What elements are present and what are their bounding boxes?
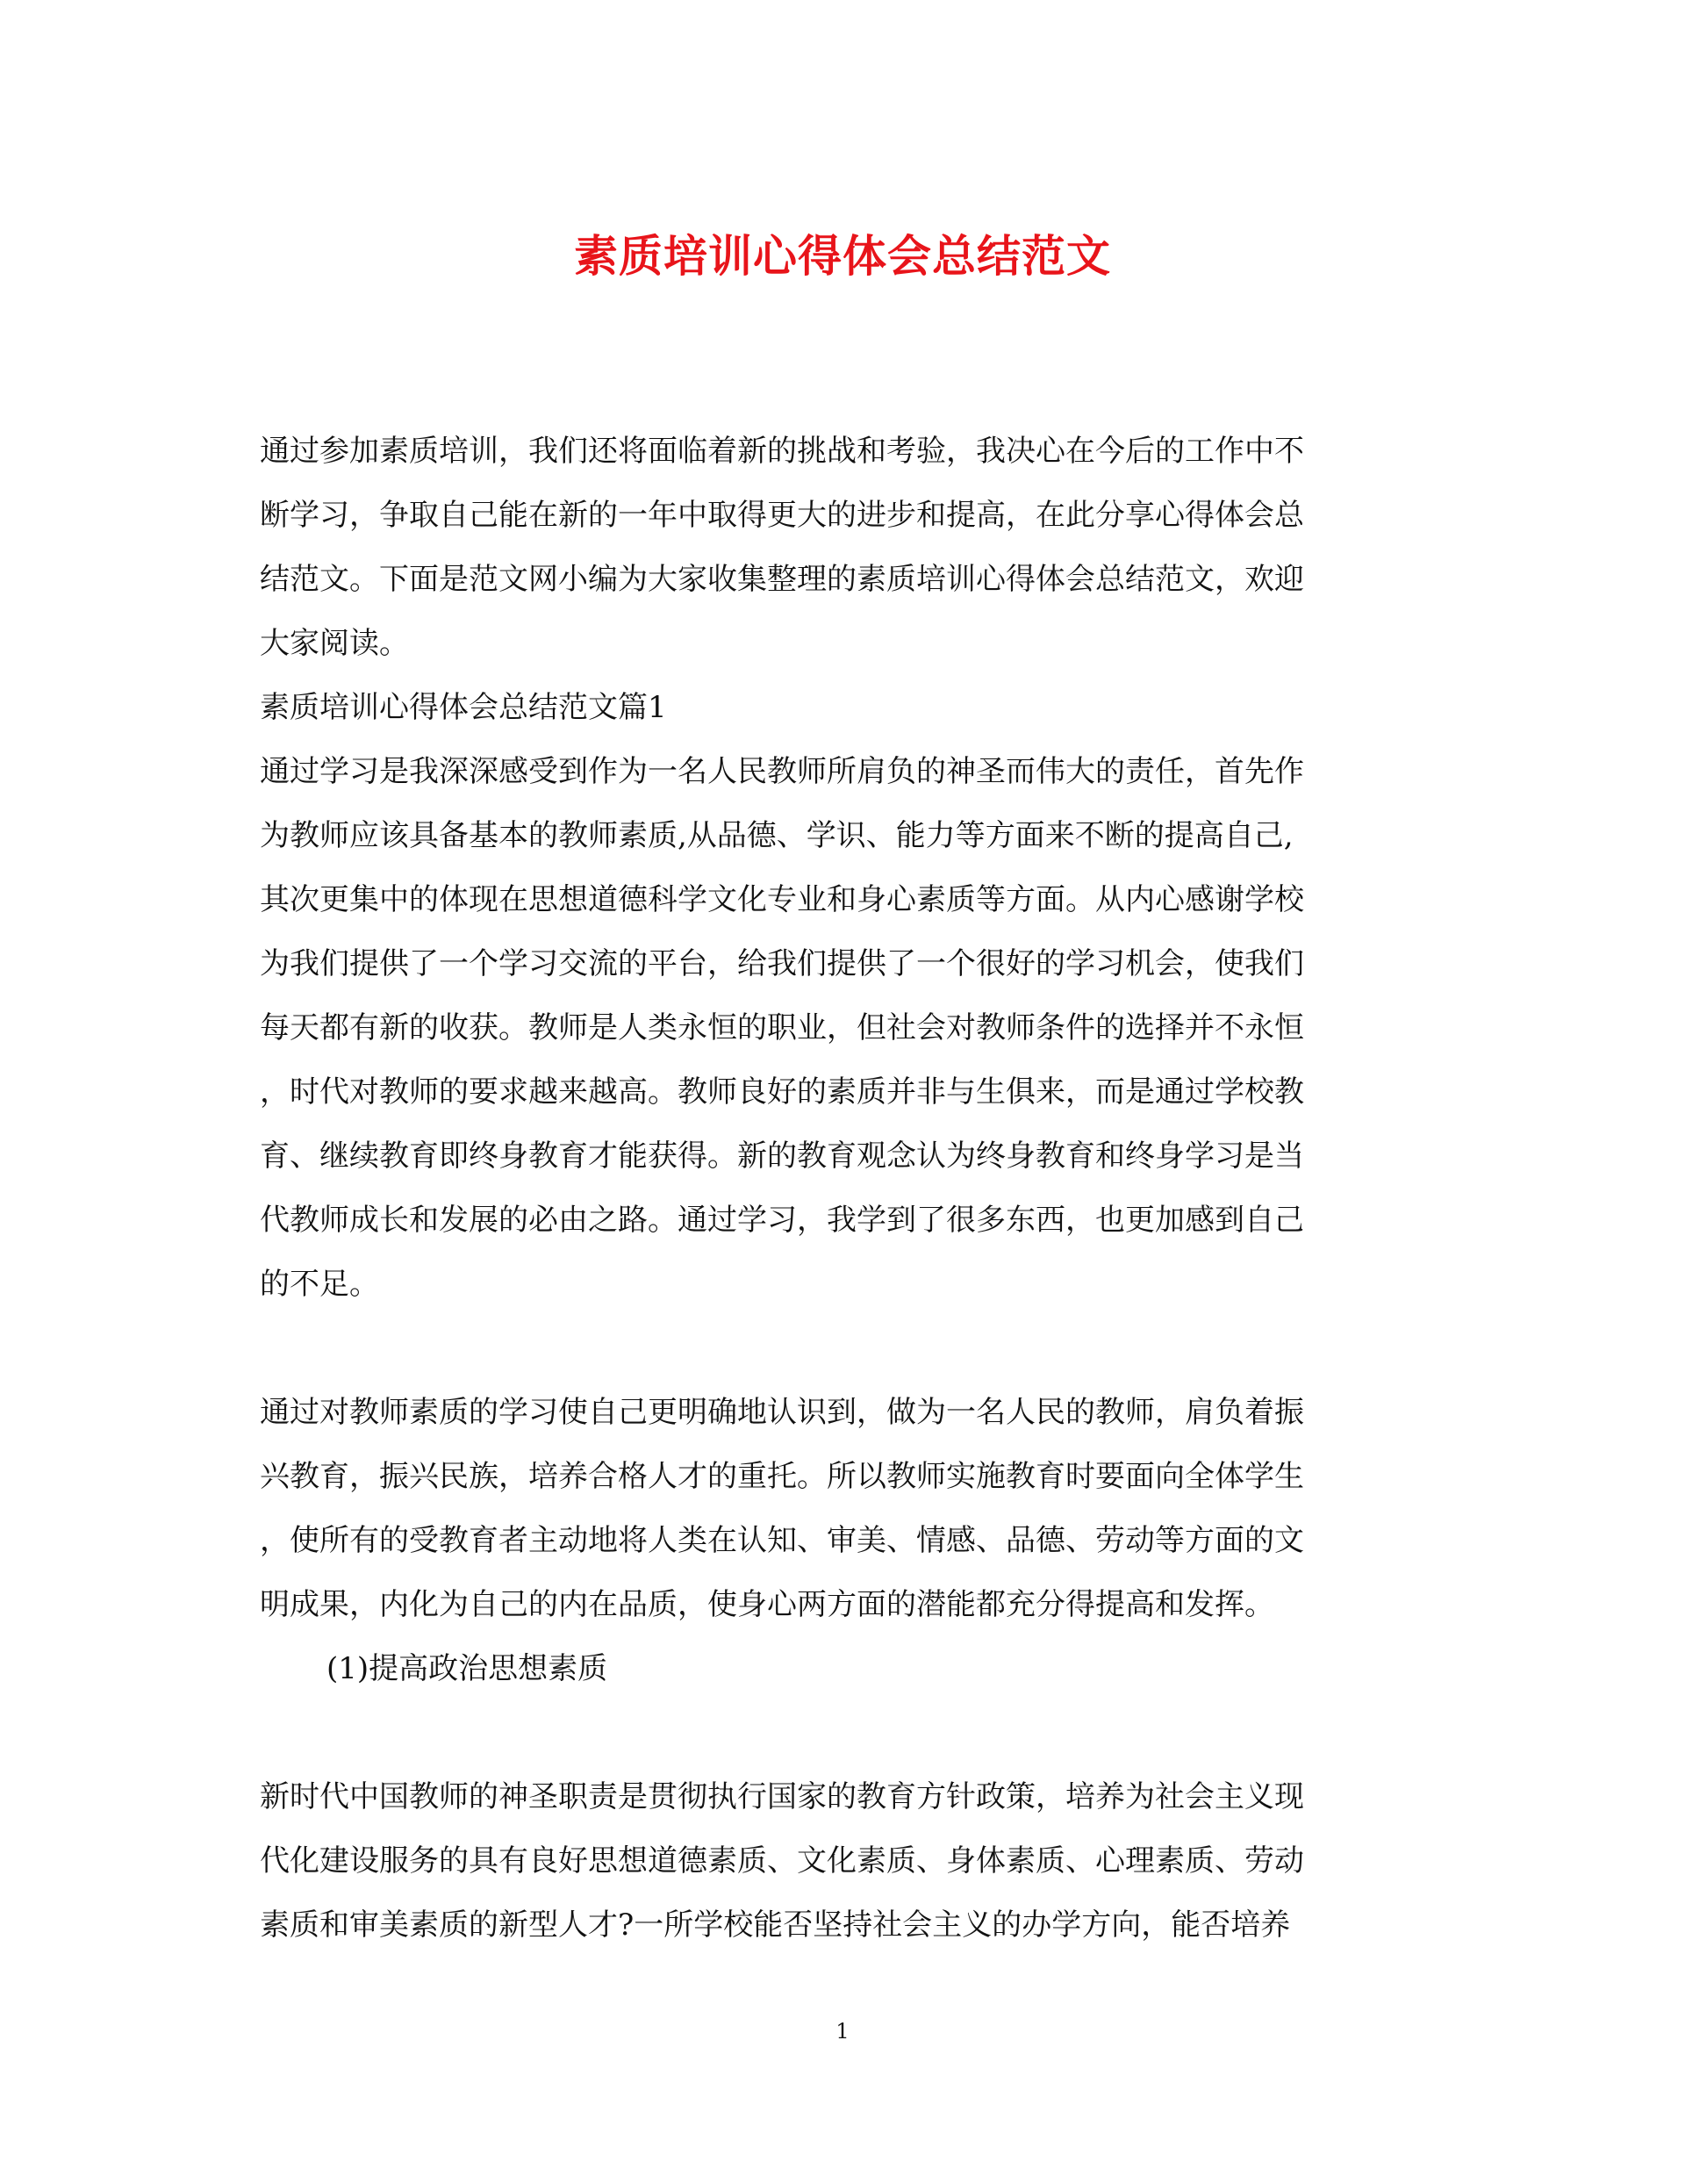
paragraph-line: 新时代中国教师的神圣职责是贯彻执行国家的教育方针政策，培养为社会主义现 xyxy=(260,1779,1304,1814)
paragraph-line: 的不足。 xyxy=(260,1267,379,1302)
subsection-heading: (1)提高政治思想素质 xyxy=(326,1651,608,1686)
paragraph-line: ，使所有的受教育者主动地将人类在认知、审美、情感、品德、劳动等方面的文 xyxy=(260,1523,1304,1558)
paragraph-line: 为教师应该具备基本的教师素质,从品德、学识、能力等方面来不断的提高自己, xyxy=(260,818,1294,853)
paragraph-line: 通过对教师素质的学习使自己更明确地认识到，做为一名人民的教师，肩负着振 xyxy=(260,1395,1304,1430)
paragraph-spacer xyxy=(260,1701,1427,1765)
page-number: 1 xyxy=(835,2019,850,2044)
paragraph-spacer xyxy=(260,1317,1427,1381)
paragraph-line: 通过参加素质培训，我们还将面临着新的挑战和考验，我决心在今后的工作中不 xyxy=(260,434,1304,469)
paragraph-line: 育、继续教育即终身教育才能获得。新的教育观念认为终身教育和终身学习是当 xyxy=(260,1139,1304,1174)
paragraph-line: 通过学习是我深深感受到作为一名人民教师所肩负的神圣而伟大的责任，首先作 xyxy=(260,754,1304,789)
paragraph-line: 代教师成长和发展的必由之路。通过学习，我学到了很多东西，也更加感到自己 xyxy=(260,1203,1304,1238)
paragraph-line: 每天都有新的收获。教师是人类永恒的职业，但社会对教师条件的选择并不永恒 xyxy=(260,1010,1304,1045)
document-title: 素质培训心得体会总结范文 xyxy=(574,230,1111,282)
paragraph-line: 素质和审美素质的新型人才?一所学校能否坚持社会主义的办学方向，能否培养 xyxy=(260,1907,1291,1943)
paragraph-line: 代化建设服务的具有良好思想道德素质、文化素质、身体素质、心理素质、劳动 xyxy=(260,1843,1304,1879)
paragraph-line: ，时代对教师的要求越来越高。教师良好的素质并非与生俱来，而是通过学校教 xyxy=(260,1074,1304,1110)
paragraph-line: 其次更集中的体现在思想道德科学文化专业和身心素质等方面。从内心感谢学校 xyxy=(260,882,1304,917)
document-body xyxy=(260,420,1427,1958)
section-heading: 素质培训心得体会总结范文篇1 xyxy=(260,690,667,725)
paragraph-line: 断学习，争取自己能在新的一年中取得更大的进步和提高，在此分享心得体会总 xyxy=(260,498,1304,533)
paragraph-line: 为我们提供了一个学习交流的平台，给我们提供了一个很好的学习机会，使我们 xyxy=(260,946,1304,981)
paragraph-line: 结范文。下面是范文网小编为大家收集整理的素质培训心得体会总结范文，欢迎 xyxy=(260,562,1304,597)
paragraph-line: 大家阅读。 xyxy=(260,626,409,661)
paragraph-line: 兴教育，振兴民族，培养合格人才的重托。所以教师实施教育时要面向全体学生 xyxy=(260,1459,1304,1494)
paragraph-line: 明成果，内化为自己的内在品质，使身心两方面的潜能都充分得提高和发挥。 xyxy=(260,1587,1274,1622)
